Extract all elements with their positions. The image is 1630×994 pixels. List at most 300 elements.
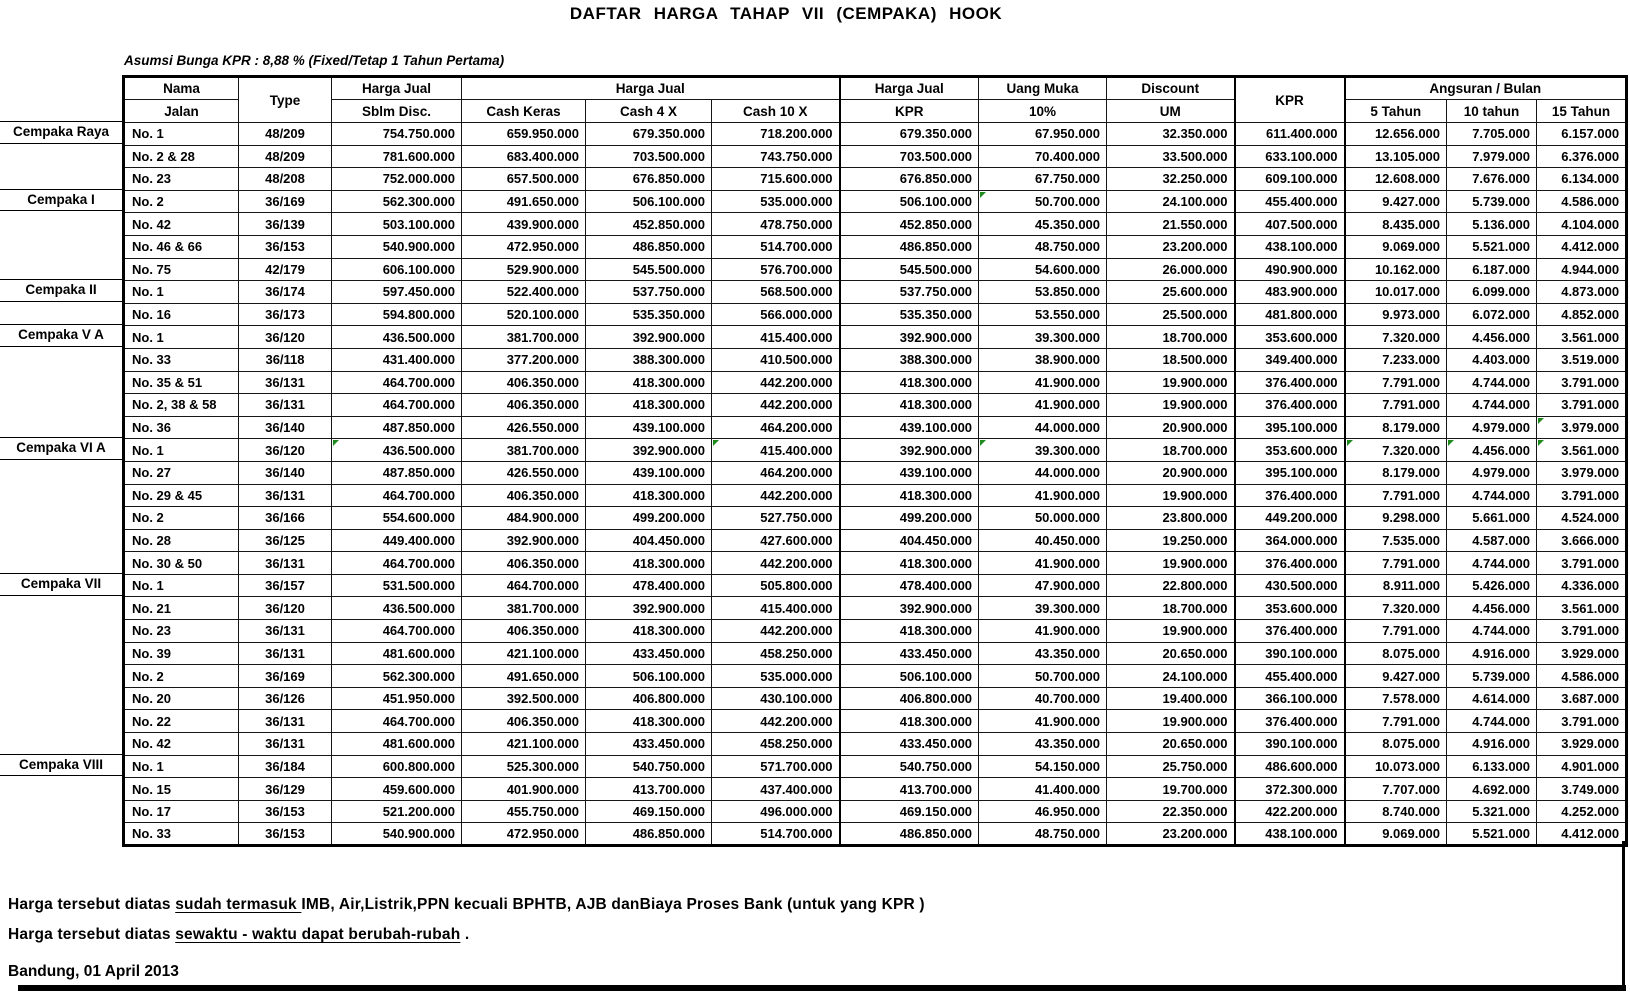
cell-discount_um: 25.500.000 — [1107, 303, 1235, 326]
cell-jalan: No. 22 — [124, 710, 239, 733]
comment-indicator-icon — [1538, 418, 1544, 424]
cell-cash_4x: 392.900.000 — [586, 597, 712, 620]
cell-cash_keras: 464.700.000 — [462, 574, 586, 597]
cell-uang_muka: 54.600.000 — [979, 258, 1107, 281]
cell-cash_keras: 491.650.000 — [462, 190, 586, 213]
cell-cash_keras: 455.750.000 — [462, 800, 586, 823]
cell-cash_4x: 679.350.000 — [586, 123, 712, 146]
cell-cash_4x: 439.100.000 — [586, 416, 712, 439]
cell-cash_keras: 657.500.000 — [462, 168, 586, 191]
cell-harga_kpr: 413.700.000 — [840, 778, 979, 801]
cell-cash_4x: 392.900.000 — [586, 439, 712, 462]
cell-jalan: No. 46 & 66 — [124, 235, 239, 258]
cell-sblm_disc: 464.700.000 — [332, 371, 462, 394]
cell-angs_5: 12.656.000 — [1345, 123, 1447, 146]
cell-kpr: 633.100.000 — [1235, 145, 1345, 168]
cell-cash_4x: 418.300.000 — [586, 552, 712, 575]
cell-sblm_disc: 597.450.000 — [332, 281, 462, 304]
cell-uang_muka: 40.450.000 — [979, 529, 1107, 552]
cell-cash_4x: 418.300.000 — [586, 394, 712, 417]
cell-kpr: 486.600.000 — [1235, 755, 1345, 778]
cell-angs_15: 3.929.000 — [1537, 642, 1627, 665]
cell-jalan: No. 36 — [124, 416, 239, 439]
cell-angs_10: 5.739.000 — [1447, 665, 1537, 688]
cell-discount_um: 19.400.000 — [1107, 687, 1235, 710]
cell-type: 36/131 — [239, 552, 332, 575]
cell-angs_10: 6.099.000 — [1447, 281, 1537, 304]
cell-angs_5: 7.707.000 — [1345, 778, 1447, 801]
cell-jalan: No. 15 — [124, 778, 239, 801]
cell-angs_10: 5.521.000 — [1447, 235, 1537, 258]
cell-type: 36/131 — [239, 733, 332, 756]
cell-harga_kpr: 506.100.000 — [840, 190, 979, 213]
cell-discount_um: 19.250.000 — [1107, 529, 1235, 552]
cell-kpr: 490.900.000 — [1235, 258, 1345, 281]
cell-cash_10x: 458.250.000 — [712, 642, 840, 665]
cell-cash_4x: 478.400.000 — [586, 574, 712, 597]
table-row — [124, 620, 1627, 643]
cell-jalan: No. 42 — [124, 733, 239, 756]
cell-type: 36/125 — [239, 529, 332, 552]
cell-harga_kpr: 418.300.000 — [840, 394, 979, 417]
cell-type: 36/166 — [239, 507, 332, 530]
comment-indicator-icon — [1347, 440, 1353, 446]
cell-type: 36/131 — [239, 394, 332, 417]
table-row — [124, 597, 1627, 620]
cell-jalan: No. 75 — [124, 258, 239, 281]
cell-sblm_disc: 487.850.000 — [332, 416, 462, 439]
cell-type: 36/120 — [239, 326, 332, 349]
cell-sblm_disc: 754.750.000 — [332, 123, 462, 146]
table-row — [124, 755, 1627, 778]
cell-cash_keras: 381.700.000 — [462, 439, 586, 462]
header-row — [124, 77, 1627, 100]
cell-kpr: 376.400.000 — [1235, 371, 1345, 394]
cell-discount_um: 19.900.000 — [1107, 371, 1235, 394]
cell-angs_5: 9.973.000 — [1345, 303, 1447, 326]
cell-sblm_disc: 487.850.000 — [332, 461, 462, 484]
cell-uang_muka: 40.700.000 — [979, 687, 1107, 710]
street-group-label: Cempaka VIII — [0, 754, 122, 777]
cell-jalan: No. 33 — [124, 823, 239, 846]
cell-cash_10x: 464.200.000 — [712, 461, 840, 484]
cell-sblm_disc: 540.900.000 — [332, 823, 462, 846]
cell-harga_kpr: 418.300.000 — [840, 552, 979, 575]
cell-angs_15: 4.873.000 — [1537, 281, 1627, 304]
cell-angs_5: 7.320.000 — [1345, 439, 1447, 462]
cell-angs_15: 4.412.000 — [1537, 235, 1627, 258]
cell-jalan: No. 2 & 28 — [124, 145, 239, 168]
header-kpr_sub: KPR — [840, 100, 979, 123]
cell-harga_kpr: 392.900.000 — [840, 597, 979, 620]
cell-type: 36/153 — [239, 235, 332, 258]
cell-discount_um: 25.750.000 — [1107, 755, 1235, 778]
cell-kpr: 430.500.000 — [1235, 574, 1345, 597]
comment-indicator-icon — [333, 440, 339, 446]
cell-type: 36/139 — [239, 213, 332, 236]
table-row — [124, 642, 1627, 665]
header-harga_jual: Harga Jual — [840, 77, 979, 100]
cell-sblm_disc: 481.600.000 — [332, 733, 462, 756]
cell-sblm_disc: 464.700.000 — [332, 620, 462, 643]
cell-harga_kpr: 486.850.000 — [840, 823, 979, 846]
cell-cash_keras: 472.950.000 — [462, 235, 586, 258]
cell-cash_4x: 406.800.000 — [586, 687, 712, 710]
cell-jalan: No. 23 — [124, 620, 239, 643]
cell-angs_10: 5.661.000 — [1447, 507, 1537, 530]
cell-harga_kpr: 469.150.000 — [840, 800, 979, 823]
cell-type: 36/174 — [239, 281, 332, 304]
cell-cash_4x: 433.450.000 — [586, 733, 712, 756]
cell-uang_muka: 41.900.000 — [979, 394, 1107, 417]
cell-angs_5: 9.298.000 — [1345, 507, 1447, 530]
cell-sblm_disc: 503.100.000 — [332, 213, 462, 236]
street-group-label: Cempaka II — [0, 279, 122, 302]
cell-type: 36/131 — [239, 371, 332, 394]
cell-angs_10: 4.403.000 — [1447, 348, 1537, 371]
table-row — [124, 461, 1627, 484]
street-group-label: Cempaka V A — [0, 324, 122, 347]
cell-angs_10: 7.705.000 — [1447, 123, 1537, 146]
cell-uang_muka: 44.000.000 — [979, 416, 1107, 439]
cell-angs_10: 7.676.000 — [1447, 168, 1537, 191]
cell-cash_10x: 415.400.000 — [712, 439, 840, 462]
cell-angs_15: 3.979.000 — [1537, 416, 1627, 439]
cell-harga_kpr: 433.450.000 — [840, 642, 979, 665]
cell-harga_kpr: 535.350.000 — [840, 303, 979, 326]
cell-cash_4x: 486.850.000 — [586, 823, 712, 846]
cell-angs_15: 3.666.000 — [1537, 529, 1627, 552]
cell-cash_keras: 426.550.000 — [462, 416, 586, 439]
comment-indicator-icon — [1538, 440, 1544, 446]
cell-type: 36/140 — [239, 461, 332, 484]
cell-cash_4x: 418.300.000 — [586, 620, 712, 643]
cell-cash_keras: 406.350.000 — [462, 371, 586, 394]
header-discount: Discount — [1107, 77, 1235, 100]
cell-angs_10: 4.744.000 — [1447, 484, 1537, 507]
table-row — [124, 665, 1627, 688]
cell-harga_kpr: 703.500.000 — [840, 145, 979, 168]
cell-discount_um: 33.500.000 — [1107, 145, 1235, 168]
cell-angs_5: 7.320.000 — [1345, 597, 1447, 620]
cell-cash_10x: 571.700.000 — [712, 755, 840, 778]
table-row — [124, 213, 1627, 236]
footer-date: Bandung, 01 April 2013 — [8, 963, 179, 980]
cell-cash_4x: 404.450.000 — [586, 529, 712, 552]
cell-angs_10: 5.426.000 — [1447, 574, 1537, 597]
cell-harga_kpr: 676.850.000 — [840, 168, 979, 191]
cell-angs_15: 3.791.000 — [1537, 552, 1627, 575]
cell-discount_um: 18.700.000 — [1107, 597, 1235, 620]
cell-angs_5: 7.320.000 — [1345, 326, 1447, 349]
footer-note-1-underlined: sudah termasuk — [175, 896, 302, 913]
cell-sblm_disc: 562.300.000 — [332, 190, 462, 213]
header-cash_10x: Cash 10 X — [712, 100, 840, 123]
cell-cash_10x: 442.200.000 — [712, 552, 840, 575]
cell-angs_10: 7.979.000 — [1447, 145, 1537, 168]
cell-angs_10: 4.744.000 — [1447, 710, 1537, 733]
cell-kpr: 438.100.000 — [1235, 235, 1345, 258]
cell-cash_10x: 566.000.000 — [712, 303, 840, 326]
cell-cash_keras: 472.950.000 — [462, 823, 586, 846]
cell-sblm_disc: 600.800.000 — [332, 755, 462, 778]
cell-type: 36/120 — [239, 439, 332, 462]
header-type: Type — [239, 77, 332, 123]
cell-uang_muka: 41.900.000 — [979, 484, 1107, 507]
footer-note-1-rest: IMB, Air,Listrik,PPN kecuali BPHTB, AJB danBiaya Proses Bank (untuk yang KPR ) — [301, 896, 925, 913]
header-nama: Nama — [124, 77, 239, 100]
cell-cash_4x: 469.150.000 — [586, 800, 712, 823]
cell-harga_kpr: 679.350.000 — [840, 123, 979, 146]
cell-cash_10x: 568.500.000 — [712, 281, 840, 304]
cell-sblm_disc: 606.100.000 — [332, 258, 462, 281]
cell-uang_muka: 43.350.000 — [979, 733, 1107, 756]
cell-type: 36/169 — [239, 190, 332, 213]
header-sblm_disc: Sblm Disc. — [332, 100, 462, 123]
cell-discount_um: 32.350.000 — [1107, 123, 1235, 146]
cell-discount_um: 26.000.000 — [1107, 258, 1235, 281]
cell-angs_10: 4.744.000 — [1447, 552, 1537, 575]
cell-harga_kpr: 537.750.000 — [840, 281, 979, 304]
cell-cash_keras: 377.200.000 — [462, 348, 586, 371]
cell-harga_kpr: 499.200.000 — [840, 507, 979, 530]
table-row — [124, 439, 1627, 462]
cell-cash_4x: 433.450.000 — [586, 642, 712, 665]
cell-angs_15: 6.134.000 — [1537, 168, 1627, 191]
cell-angs_15: 3.791.000 — [1537, 394, 1627, 417]
cell-sblm_disc: 481.600.000 — [332, 642, 462, 665]
cell-kpr: 455.400.000 — [1235, 190, 1345, 213]
cell-cash_10x: 535.000.000 — [712, 190, 840, 213]
cell-angs_15: 4.336.000 — [1537, 574, 1627, 597]
cell-type: 48/209 — [239, 145, 332, 168]
cell-cash_keras: 406.350.000 — [462, 394, 586, 417]
cell-cash_keras: 484.900.000 — [462, 507, 586, 530]
cell-cash_keras: 439.900.000 — [462, 213, 586, 236]
cell-jalan: No. 2, 38 & 58 — [124, 394, 239, 417]
table-body — [124, 123, 1627, 846]
comment-indicator-icon — [980, 192, 986, 198]
header-row — [124, 100, 1627, 123]
cell-angs_5: 7.791.000 — [1345, 620, 1447, 643]
header-cash_4x: Cash 4 X — [586, 100, 712, 123]
comment-indicator-icon — [980, 440, 986, 446]
cell-type: 36/153 — [239, 823, 332, 846]
cell-cash_4x: 506.100.000 — [586, 190, 712, 213]
cell-type: 36/173 — [239, 303, 332, 326]
cell-type: 36/157 — [239, 574, 332, 597]
cell-uang_muka: 50.700.000 — [979, 665, 1107, 688]
table-row — [124, 168, 1627, 191]
cell-kpr: 422.200.000 — [1235, 800, 1345, 823]
cell-cash_keras: 520.100.000 — [462, 303, 586, 326]
cell-kpr: 376.400.000 — [1235, 394, 1345, 417]
cell-angs_5: 7.791.000 — [1345, 371, 1447, 394]
cell-uang_muka: 46.950.000 — [979, 800, 1107, 823]
cell-angs_15: 4.901.000 — [1537, 755, 1627, 778]
table-row — [124, 303, 1627, 326]
footer-note-2-underlined: sewaktu - waktu dapat berubah-rubah — [175, 926, 461, 943]
cell-cash_4x: 676.850.000 — [586, 168, 712, 191]
cell-sblm_disc: 464.700.000 — [332, 394, 462, 417]
table-row — [124, 235, 1627, 258]
cell-cash_10x: 527.750.000 — [712, 507, 840, 530]
cell-angs_15: 4.252.000 — [1537, 800, 1627, 823]
cell-cash_4x: 540.750.000 — [586, 755, 712, 778]
cell-uang_muka: 50.700.000 — [979, 190, 1107, 213]
cell-cash_keras: 525.300.000 — [462, 755, 586, 778]
cell-harga_kpr: 478.400.000 — [840, 574, 979, 597]
table-row — [124, 507, 1627, 530]
cell-angs_5: 8.911.000 — [1345, 574, 1447, 597]
cell-angs_10: 6.072.000 — [1447, 303, 1537, 326]
cell-kpr: 353.600.000 — [1235, 439, 1345, 462]
cell-harga_kpr: 388.300.000 — [840, 348, 979, 371]
cell-cash_10x: 718.200.000 — [712, 123, 840, 146]
cell-discount_um: 18.700.000 — [1107, 439, 1235, 462]
cell-kpr: 395.100.000 — [1235, 461, 1345, 484]
cell-uang_muka: 67.950.000 — [979, 123, 1107, 146]
cell-jalan: No. 29 & 45 — [124, 484, 239, 507]
cell-kpr: 395.100.000 — [1235, 416, 1345, 439]
cell-jalan: No. 1 — [124, 439, 239, 462]
cell-jalan: No. 28 — [124, 529, 239, 552]
cell-angs_10: 4.744.000 — [1447, 394, 1537, 417]
cell-kpr: 353.600.000 — [1235, 326, 1345, 349]
cell-discount_um: 24.100.000 — [1107, 190, 1235, 213]
cell-cash_keras: 392.900.000 — [462, 529, 586, 552]
table-row — [124, 258, 1627, 281]
cell-kpr: 366.100.000 — [1235, 687, 1345, 710]
cell-angs_15: 3.687.000 — [1537, 687, 1627, 710]
cell-cash_4x: 506.100.000 — [586, 665, 712, 688]
cell-discount_um: 20.650.000 — [1107, 733, 1235, 756]
table-row — [124, 416, 1627, 439]
cell-discount_um: 19.900.000 — [1107, 620, 1235, 643]
cell-kpr: 376.400.000 — [1235, 710, 1345, 733]
cell-angs_10: 6.133.000 — [1447, 755, 1537, 778]
cell-cash_4x: 388.300.000 — [586, 348, 712, 371]
cell-harga_kpr: 439.100.000 — [840, 416, 979, 439]
cell-kpr: 481.800.000 — [1235, 303, 1345, 326]
table-header — [124, 77, 1627, 123]
cell-angs_10: 5.136.000 — [1447, 213, 1537, 236]
cell-angs_5: 9.069.000 — [1345, 235, 1447, 258]
cell-jalan: No. 16 — [124, 303, 239, 326]
comment-indicator-icon — [713, 440, 719, 446]
cell-discount_um: 22.350.000 — [1107, 800, 1235, 823]
cell-kpr: 349.400.000 — [1235, 348, 1345, 371]
cell-type: 42/179 — [239, 258, 332, 281]
cell-kpr: 407.500.000 — [1235, 213, 1345, 236]
footer-note-2 — [8, 926, 469, 944]
cell-uang_muka: 39.300.000 — [979, 326, 1107, 349]
cell-cash_10x: 514.700.000 — [712, 235, 840, 258]
cell-sblm_disc: 562.300.000 — [332, 665, 462, 688]
cell-cash_4x: 452.850.000 — [586, 213, 712, 236]
cell-angs_15: 3.791.000 — [1537, 620, 1627, 643]
cell-harga_kpr: 418.300.000 — [840, 371, 979, 394]
cell-angs_10: 4.456.000 — [1447, 597, 1537, 620]
cell-uang_muka: 67.750.000 — [979, 168, 1107, 191]
cell-harga_kpr: 418.300.000 — [840, 620, 979, 643]
page-border-right — [1622, 841, 1625, 991]
cell-harga_kpr: 392.900.000 — [840, 326, 979, 349]
cell-discount_um: 19.700.000 — [1107, 778, 1235, 801]
cell-cash_keras: 659.950.000 — [462, 123, 586, 146]
header-jalan: Jalan — [124, 100, 239, 123]
cell-sblm_disc: 436.500.000 — [332, 597, 462, 620]
cell-discount_um: 32.250.000 — [1107, 168, 1235, 191]
cell-kpr: 611.400.000 — [1235, 123, 1345, 146]
cell-sblm_disc: 540.900.000 — [332, 235, 462, 258]
cell-uang_muka: 53.850.000 — [979, 281, 1107, 304]
table-row — [124, 823, 1627, 846]
cell-kpr: 376.400.000 — [1235, 620, 1345, 643]
cell-uang_muka: 41.900.000 — [979, 710, 1107, 733]
cell-sblm_disc: 594.800.000 — [332, 303, 462, 326]
cell-harga_kpr: 540.750.000 — [840, 755, 979, 778]
cell-angs_5: 10.017.000 — [1345, 281, 1447, 304]
cell-cash_4x: 413.700.000 — [586, 778, 712, 801]
cell-angs_10: 4.979.000 — [1447, 416, 1537, 439]
comment-indicator-icon — [1448, 440, 1454, 446]
cell-angs_5: 10.162.000 — [1345, 258, 1447, 281]
cell-cash_10x: 535.000.000 — [712, 665, 840, 688]
street-group-label: Cempaka Raya — [0, 121, 122, 144]
cell-cash_4x: 418.300.000 — [586, 371, 712, 394]
cell-cash_10x: 464.200.000 — [712, 416, 840, 439]
cell-jalan: No. 2 — [124, 190, 239, 213]
cell-uang_muka: 48.750.000 — [979, 823, 1107, 846]
cell-jalan: No. 2 — [124, 665, 239, 688]
cell-angs_10: 6.187.000 — [1447, 258, 1537, 281]
footer-note-1-text: Harga tersebut diatas — [8, 896, 176, 913]
cell-cash_10x: 442.200.000 — [712, 620, 840, 643]
street-group-label: Cempaka I — [0, 189, 122, 212]
cell-angs_15: 3.791.000 — [1537, 371, 1627, 394]
cell-harga_kpr: 545.500.000 — [840, 258, 979, 281]
table-row — [124, 529, 1627, 552]
cell-harga_kpr: 392.900.000 — [840, 439, 979, 462]
cell-discount_um: 18.700.000 — [1107, 326, 1235, 349]
footer-note-1 — [8, 896, 925, 914]
cell-harga_kpr: 418.300.000 — [840, 484, 979, 507]
header-harga_jual: Harga Jual — [462, 77, 840, 100]
cell-angs_15: 4.586.000 — [1537, 190, 1627, 213]
cell-kpr: 390.100.000 — [1235, 642, 1345, 665]
header-t15: 15 Tahun — [1537, 100, 1627, 123]
cell-uang_muka: 47.900.000 — [979, 574, 1107, 597]
cell-cash_keras: 406.350.000 — [462, 710, 586, 733]
table-row — [124, 394, 1627, 417]
cell-angs_5: 13.105.000 — [1345, 145, 1447, 168]
cell-discount_um: 19.900.000 — [1107, 710, 1235, 733]
cell-uang_muka: 43.350.000 — [979, 642, 1107, 665]
cell-cash_keras: 392.500.000 — [462, 687, 586, 710]
cell-angs_10: 4.692.000 — [1447, 778, 1537, 801]
cell-uang_muka: 53.550.000 — [979, 303, 1107, 326]
footer-note-2-rest: . — [460, 926, 470, 943]
cell-jalan: No. 1 — [124, 123, 239, 146]
cell-harga_kpr: 406.800.000 — [840, 687, 979, 710]
cell-sblm_disc: 436.500.000 — [332, 439, 462, 462]
street-group-label: Cempaka VII — [0, 573, 122, 596]
cell-kpr: 449.200.000 — [1235, 507, 1345, 530]
cell-cash_10x: 430.100.000 — [712, 687, 840, 710]
cell-type: 36/131 — [239, 484, 332, 507]
cell-uang_muka: 41.900.000 — [979, 371, 1107, 394]
